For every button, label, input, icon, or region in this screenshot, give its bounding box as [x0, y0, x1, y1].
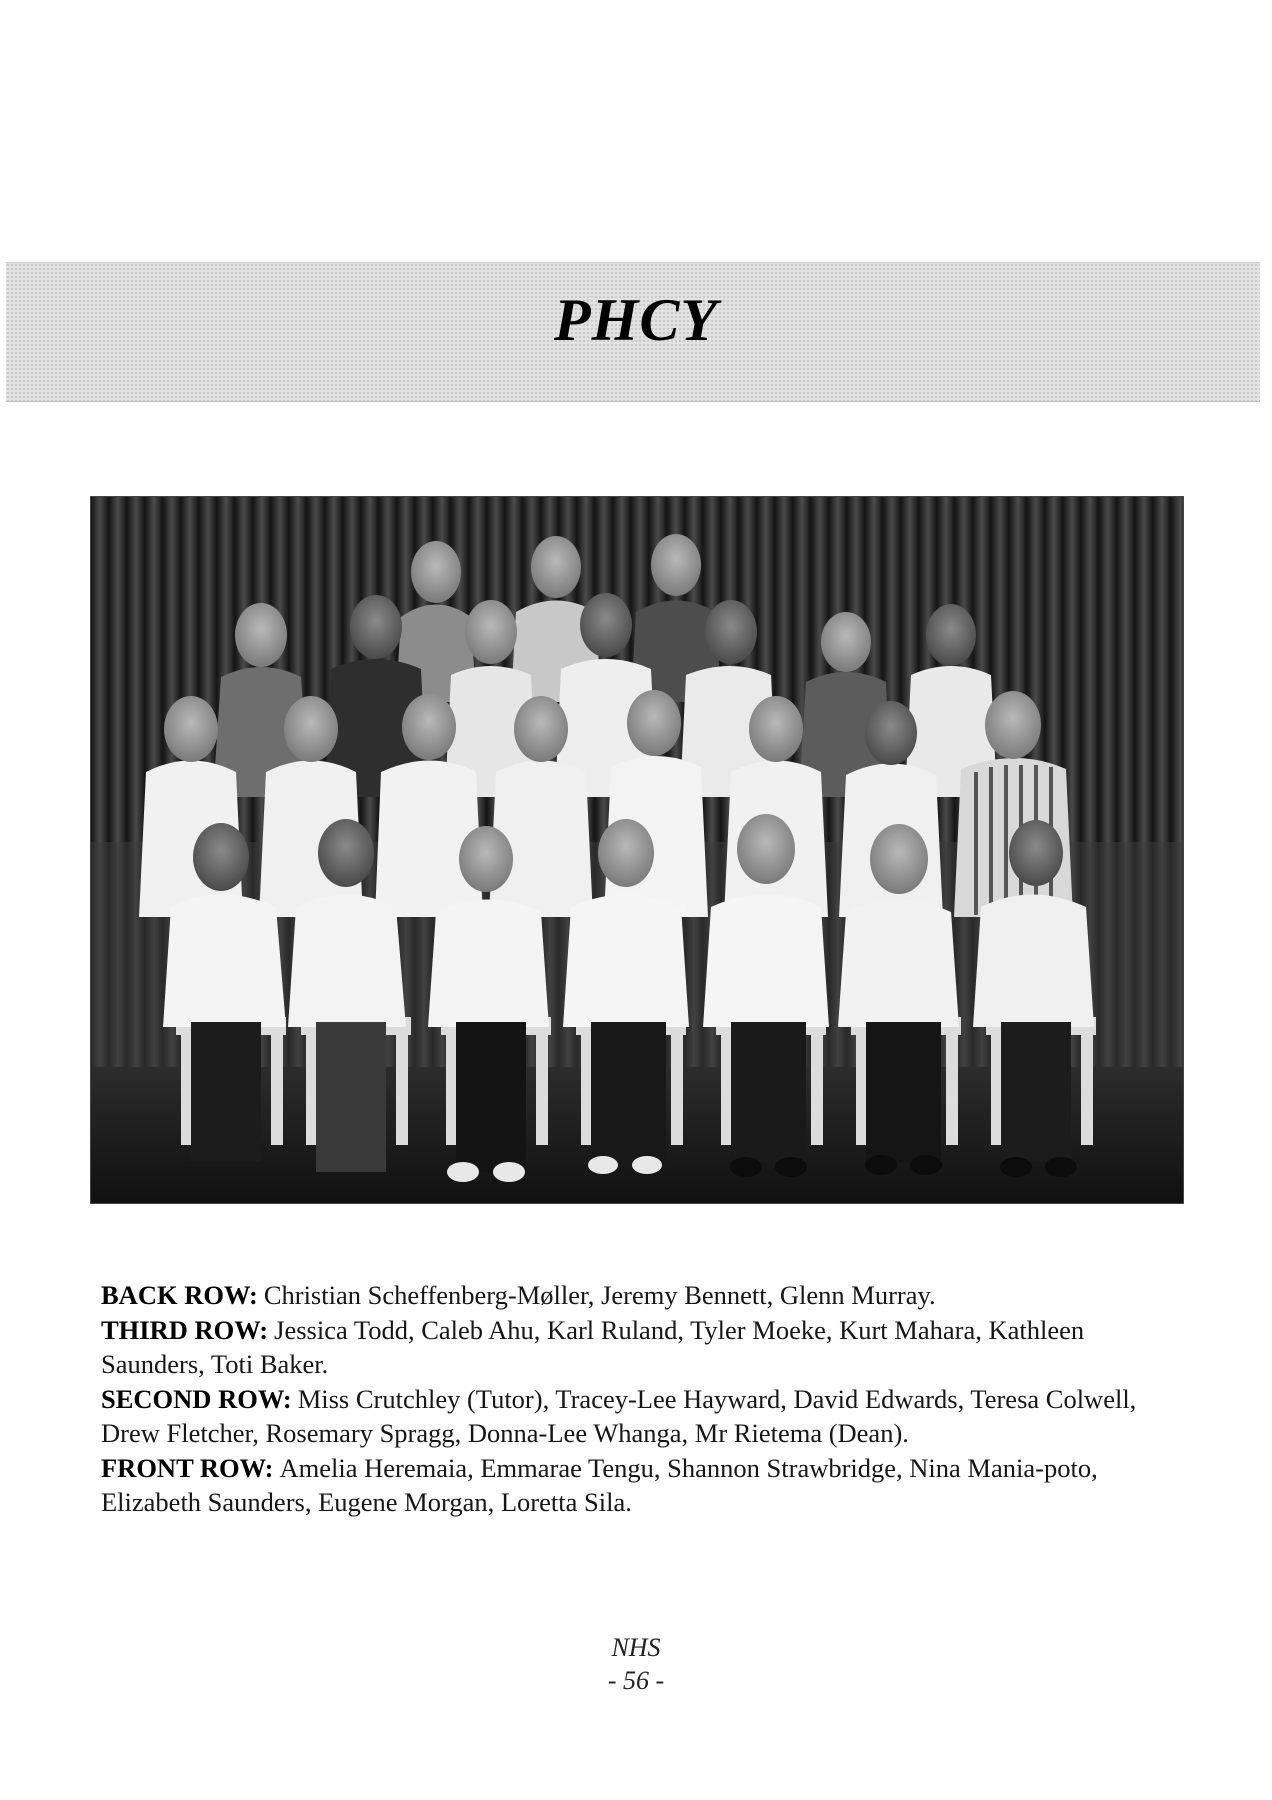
caption-third-row	[101, 1313, 1151, 1382]
row-label: FRONT ROW:	[101, 1452, 274, 1483]
caption-front-row	[101, 1451, 1151, 1520]
row-label: THIRD ROW:	[101, 1314, 269, 1345]
footer-school: NHS	[611, 1633, 661, 1662]
row-label: BACK ROW:	[101, 1280, 258, 1310]
row-label: SECOND ROW:	[101, 1383, 292, 1414]
row-names: Jessica Todd, Caleb Ahu, Karl Ruland, Tyler Moeke, Kurt Mahara, Kathleen Saunders, Toti Baker.	[101, 1314, 1085, 1379]
caption-back-row	[101, 1278, 1151, 1313]
class-group-photo	[90, 496, 1184, 1204]
page-title: PHCY	[554, 287, 718, 353]
row-names: Christian Scheffenberg-Møller, Jeremy Bennett, Glenn Murray.	[263, 1280, 936, 1310]
page-footer	[0, 1631, 1272, 1697]
page-number: - 56 -	[607, 1666, 665, 1695]
row-names: Amelia Heremaia, Emmarae Tengu, Shannon Strawbridge, Nina Mania-poto, Elizabeth Saunders, Eugene Morgan, Loretta Sila.	[101, 1452, 1098, 1517]
caption-second-row	[101, 1382, 1151, 1451]
photo-caption	[101, 1278, 1151, 1520]
row-names: Miss Crutchley (Tutor), Tracey-Lee Hayward, David Edwards, Teresa Colwell, Drew Fletcher, Rosemary Spragg, Donna-Lee Whanga, Mr Rietema (Dean).	[101, 1383, 1137, 1448]
